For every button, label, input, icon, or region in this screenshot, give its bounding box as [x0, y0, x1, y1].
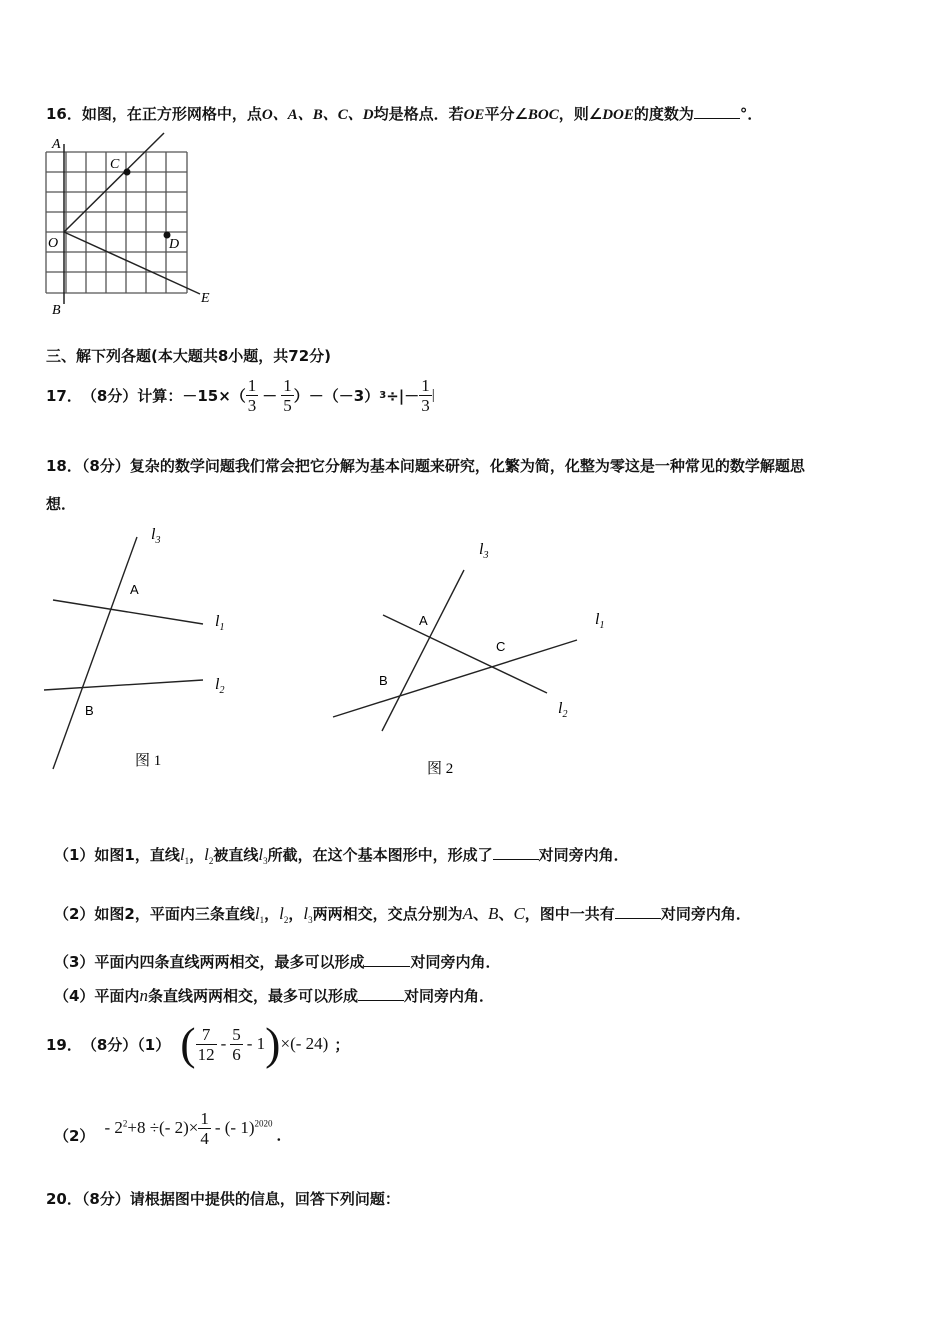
answer-blank[interactable]	[358, 1000, 404, 1001]
q16-text: 16．如图，在正方形网格中，点O、A、B、C、D均是格点．若OE平分∠BOC，则∠DOE的度数为 °．	[46, 105, 763, 123]
fraction: $\frac{1}{3}$	[421, 375, 430, 415]
answer-blank[interactable]	[493, 859, 539, 860]
label-c: C	[110, 157, 120, 172]
answer-blank[interactable]	[364, 966, 410, 967]
label-e: E	[201, 291, 210, 306]
label-a: A	[130, 582, 139, 597]
label-l1: $l_1$	[595, 611, 605, 631]
label-c: C	[496, 639, 506, 654]
fraction: $\frac{1}{5}$	[283, 375, 292, 415]
label-l1: $l_1$	[215, 613, 225, 633]
answer-blank[interactable]	[615, 918, 661, 919]
grid-lines	[46, 152, 187, 293]
label-l2: $l_2$	[558, 700, 568, 720]
label-b: B	[379, 673, 388, 688]
line-l1	[333, 640, 577, 717]
q20-text: 20．（8分）请根据图中提供的信息，回答下列问题：	[46, 1190, 400, 1208]
q19-part2: （2） - $2^2+8$ ÷(- 2)× $\frac{1}{4}$ - (- 1)$^{2020}$ ．	[54, 1108, 292, 1148]
fraction: $\frac{1}{4}$	[200, 1108, 209, 1148]
figure-caption: 图 1	[135, 753, 162, 769]
answer-blank[interactable]	[694, 118, 740, 119]
paren-group: ( $\frac{7}{12}$ - $\frac{5}{6}$ - 1 ) ×(- 24)	[180, 1018, 329, 1069]
point-c	[124, 169, 131, 176]
q17-text: 17． （8分）计算： －15×（ $\frac{1}{3}$ － $\frac{1}{5}$ ）－（－3） 3 ÷|－ $\frac{1}{3}$ |	[46, 375, 435, 415]
fraction: $\frac{5}{6}$	[232, 1024, 241, 1064]
line-oc	[64, 133, 164, 232]
q18-part2: （2）如图2，平面内三条直线$l_1$，$l_2$，$l_3$两两相交，交点分别为A、B、C，图中一共有 对同旁内角．	[54, 904, 751, 925]
line-l1	[53, 600, 203, 624]
q18-line2: 想．	[46, 495, 77, 513]
label-b: B	[85, 703, 94, 718]
figure-2	[325, 538, 615, 783]
section-title: 三、解下列各题(本大题共8小题，共72分)	[46, 347, 332, 365]
figure-caption: 图 2	[427, 761, 454, 777]
label-l2: $l_2$	[215, 676, 225, 696]
q18-part4: （4）平面内n条直线两两相交，最多可以形成 对同旁内角．	[54, 986, 494, 1005]
fraction: $\frac{7}{12}$	[197, 1024, 215, 1064]
label-a: A	[419, 613, 428, 628]
line-oe	[64, 232, 200, 294]
line-l3	[53, 537, 137, 769]
q16-grid-figure	[38, 132, 228, 322]
q18-part3: （3）平面内四条直线两两相交，最多可以形成 对同旁内角．	[54, 953, 501, 971]
label-a: A	[52, 137, 61, 152]
q19-part1: 19． （8分）（1） ( $\frac{7}{12}$ - $\frac{5}{6}$ - 1 ) ×(- 24) ；	[46, 1018, 350, 1069]
q18-line1: 18．（8分）复杂的数学问题我们常会把它分解为基本问题来研究，化繁为简，化整为零这是一种常见的数学解题思	[46, 457, 805, 475]
label-l3: $l_3$	[479, 541, 489, 561]
fraction: $\frac{1}{3}$	[247, 375, 257, 415]
label-b: B	[52, 303, 61, 318]
line-l3	[382, 570, 464, 731]
q18-part1: （1）如图1，直线$l_1$，$l_2$被直线$l_3$所截，在这个基本图形中，形成了 对同旁内角．	[54, 845, 629, 866]
label-d: D	[169, 237, 180, 252]
label-o: O	[48, 236, 59, 251]
label-l3: $l_3$	[151, 526, 161, 546]
line-l2	[44, 680, 203, 690]
figure-1	[40, 522, 250, 777]
